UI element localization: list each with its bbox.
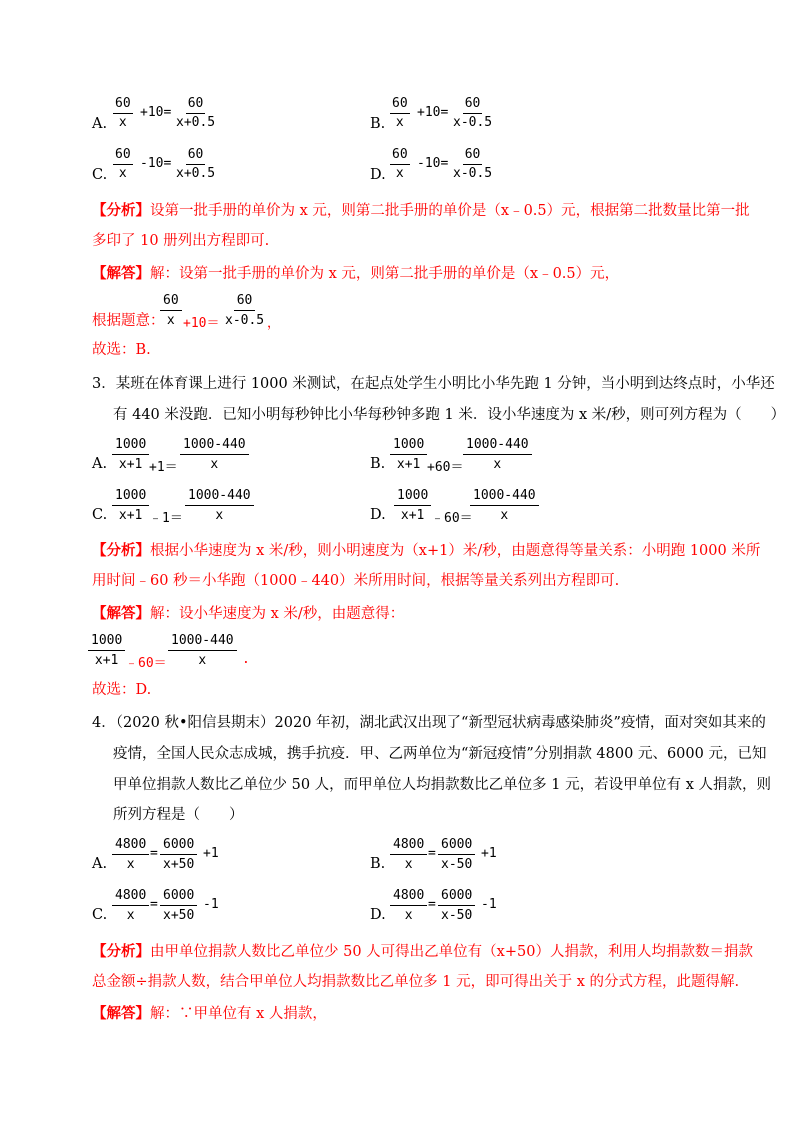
q4-stem-line2: 疫情，全国人民众志成城，携手抗疫．甲、乙两单位为“新冠疫情”分别捐款 4800 元、6000 元，已知	[113, 746, 767, 762]
q4-option-a-fraction-right: $\frac{6000}{x+50}$	[160, 836, 197, 873]
q3-analysis-line2: 用时间﹣60 秒＝小华跑（1000﹣440）米所用时间，根据等量关系列出方程即可.	[92, 573, 620, 589]
q2-option-c-operator: -10=	[140, 156, 172, 171]
q2-solution-line1: 【解答】解：设第一批手册的单价为 x 元，则第二批手册的单价是（x﹣0.5）元，	[92, 265, 620, 282]
q2-option-c-fraction-right: $\frac{60}{x+0.5}$	[176, 147, 216, 181]
q2-solution-prefix: 根据题意：	[92, 313, 165, 329]
q3-stem-line2: 有 440 米没跑．已知小明每秒钟比小华每秒钟多跑 1 米．设小华速度为 x 米/秒，则可列方程为（ ）	[113, 407, 786, 423]
q4-option-c-tail: -1	[203, 897, 219, 912]
q2-solution-end: ，	[267, 316, 281, 331]
q3-option-d-fraction-right: $\frac{1000-440}{x}$	[470, 487, 539, 524]
q3-solution-operator: ﹣60＝	[125, 656, 167, 671]
q4-analysis-line1: 【分析】由甲单位捐款人数比乙单位少 50 人可得出乙单位有（x+50）人捐款，利用人均捐款数＝捐款	[92, 943, 753, 960]
q3-option-a-fraction-left: $\frac{1000}{x+1}$	[112, 436, 149, 473]
q4-option-b-label: B.	[370, 856, 386, 872]
q2-answer: 故选：B.	[92, 342, 151, 358]
q3-option-d-fraction-left: $\frac{1000}{x+1}$	[394, 487, 431, 524]
q2-analysis-line1: 【分析】设第一批手册的单价为 x 元，则第二批手册的单价是（x﹣0.5）元，根据第二批数量比第一批	[92, 202, 750, 219]
q4-stem-line4: 所列方程是（ ）	[113, 807, 244, 823]
q2-option-b-fraction-left: $\frac{60}{x}$	[392, 96, 408, 130]
q2-option-b-operator: +10=	[417, 105, 449, 120]
q2-option-d-operator: -10=	[417, 156, 449, 171]
q4-option-d-label: D.	[370, 907, 386, 923]
q3-solution-fraction-right: $\frac{1000-440}{x}$	[168, 632, 237, 669]
q4-option-c-label: C.	[92, 907, 108, 923]
q4-analysis-line2: 总金额÷捐款人数，结合甲单位人均捐款数比乙单位多 1 元，即可得出关于 x 的分式方程，此题得解.	[92, 974, 740, 990]
q2-option-d-fraction-left: $\frac{60}{x}$	[392, 147, 408, 181]
q4-stem-line3: 甲单位捐款人数比乙单位少 50 人，而甲单位人均捐款数比乙单位多 1 元，若设甲单位有 x 人捐款，则	[113, 777, 772, 793]
q3-option-b-fraction-right: $\frac{1000-440}{x}$	[463, 436, 532, 473]
q2-option-a-fraction-right: $\frac{60}{x+0.5}$	[176, 96, 216, 130]
q2-option-c-label: C.	[92, 167, 108, 183]
q3-option-b-operator: +60＝	[427, 460, 464, 475]
q2-option-d-label: D.	[370, 167, 386, 183]
q2-solution-fraction-right: $\frac{60}{x-0.5}$	[225, 293, 265, 328]
q3-option-d-operator: ﹣60＝	[431, 511, 473, 526]
q3-solution-end: .	[242, 652, 250, 667]
q2-option-a-fraction-left: $\frac{60}{x}$	[115, 96, 131, 130]
q3-option-a-fraction-right: $\frac{1000-440}{x}$	[180, 436, 249, 473]
q3-option-d-label: D.	[370, 507, 386, 523]
q2-analysis-line2: 多印了 10 册列出方程即可.	[92, 233, 270, 249]
q4-option-c-operator: =	[150, 897, 158, 912]
q4-option-b-tail: +1	[481, 846, 497, 861]
q2-option-c-fraction-left: $\frac{60}{x}$	[115, 147, 131, 181]
q3-solution-line1: 【解答】解：设小华速度为 x 米/秒，由题意得：	[92, 605, 405, 622]
q4-option-a-fraction-left: $\frac{4800}{x}$	[112, 836, 149, 873]
q3-option-a-label: A.	[92, 456, 108, 472]
q2-solution-operator: +10＝	[183, 316, 220, 331]
q4-stem-line1: 4．（2020 秋•阳信县期末）2020 年初，湖北武汉出现了“新型冠状病毒感染肺炎”疫情，面对突如其来的	[92, 715, 766, 731]
q2-option-a-label: A.	[92, 116, 108, 132]
q3-stem-line1: 3．某班在体育课上进行 1000 米测试，在起点处学生小明比小华先跑 1 分钟，当小明到达终点时，小华还	[92, 376, 775, 392]
q2-solution-fraction-left: $\frac{60}{x}$	[160, 292, 182, 329]
q4-option-d-operator: =	[428, 897, 436, 912]
q3-answer: 故选：D.	[92, 682, 152, 698]
q4-option-b-operator: =	[428, 846, 436, 861]
q2-option-d-fraction-right: $\frac{60}{x-0.5}$	[453, 147, 493, 181]
q4-option-c-fraction-left: $\frac{4800}{x}$	[112, 887, 149, 924]
q3-option-a-operator: +1＝	[149, 460, 178, 475]
q3-option-c-fraction-left: $\frac{1000}{x+1}$	[112, 487, 149, 524]
q3-option-b-label: B.	[370, 456, 386, 472]
q4-solution-line1: 【解答】解：∵甲单位有 x 人捐款，	[92, 1005, 327, 1022]
q4-option-b-fraction-left: $\frac{4800}{x}$	[390, 836, 427, 873]
q3-option-c-label: C.	[92, 507, 108, 523]
q2-option-b-label: B.	[370, 116, 386, 132]
q4-option-a-tail: +1	[203, 846, 219, 861]
q4-option-d-tail: -1	[481, 897, 497, 912]
q4-option-d-fraction-right: $\frac{6000}{x-50}$	[438, 887, 475, 924]
q4-option-a-operator: =	[150, 846, 158, 861]
q3-option-b-fraction-left: $\frac{1000}{x+1}$	[390, 436, 427, 473]
q4-option-d-fraction-left: $\frac{4800}{x}$	[390, 887, 427, 924]
q3-analysis-line1: 【分析】根据小华速度为 x 米/秒，则小明速度为（x+1）米/秒，由题意得等量关系：小明跑 1000 米所	[92, 542, 761, 559]
q4-option-c-fraction-right: $\frac{6000}{x+50}$	[160, 887, 197, 924]
q2-option-a-operator: +10=	[140, 105, 172, 120]
q4-option-b-fraction-right: $\frac{6000}{x-50}$	[438, 836, 475, 873]
q3-solution-fraction-left: $\frac{1000}{x+1}$	[88, 632, 125, 669]
q3-option-c-fraction-right: $\frac{1000-440}{x}$	[185, 487, 254, 524]
q3-option-c-operator: ﹣1＝	[149, 511, 183, 526]
q2-option-b-fraction-right: $\frac{60}{x-0.5}$	[453, 96, 493, 130]
q4-option-a-label: A.	[92, 856, 108, 872]
